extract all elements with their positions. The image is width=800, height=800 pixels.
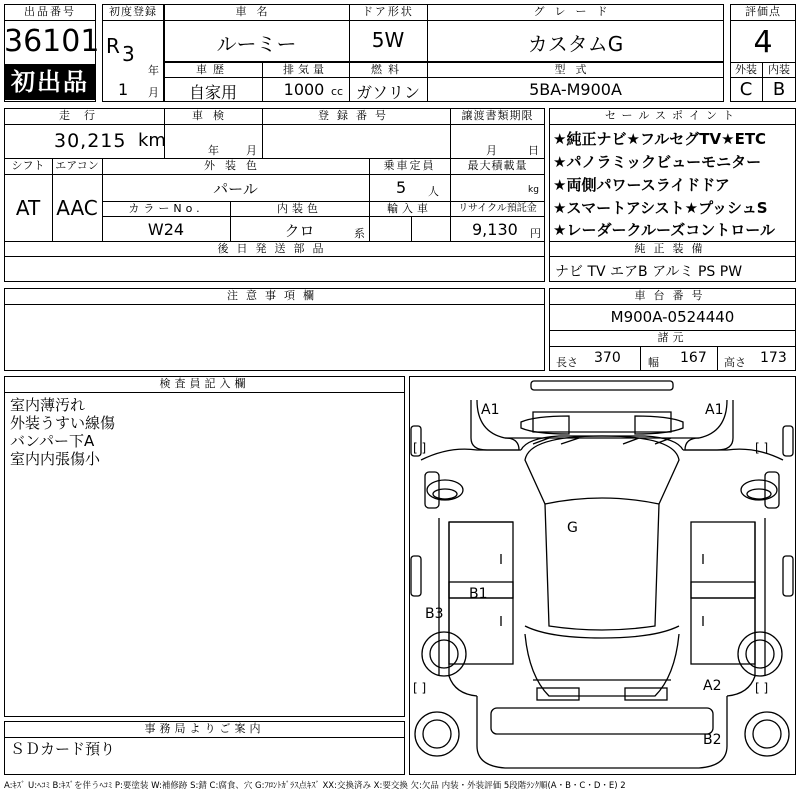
transfer-day-unit: 日	[528, 144, 539, 157]
interior-color-value: クロ	[284, 222, 315, 240]
lot-number: 36101	[4, 24, 100, 59]
displacement-unit: cc	[331, 85, 344, 98]
exterior-grade: C	[739, 79, 753, 100]
registration-label: 初度登録	[109, 5, 157, 18]
score-value: 4	[753, 25, 773, 60]
color-number-value: W24	[147, 220, 185, 239]
registration-year: 3	[122, 42, 135, 66]
shift-value: AT	[15, 196, 41, 220]
height-value: 173	[760, 350, 787, 366]
inspector-label: 検査員記入欄	[159, 377, 250, 390]
capacity-value: 5	[396, 178, 407, 197]
fuel-value: ガソリン	[355, 83, 420, 102]
width-value: 167	[680, 350, 707, 366]
recycle-unit: 円	[530, 227, 541, 240]
car-diagram	[409, 376, 796, 775]
first-listing-badge: 初出品	[4, 64, 96, 100]
damage-mark: A2	[703, 678, 722, 694]
damage-mark: A1	[705, 402, 724, 418]
sales-point-item: ★純正ナビ★フルセグTV★ETC	[553, 130, 767, 148]
chassis-label: 車台番号	[634, 289, 711, 302]
sales-point-item: ★両側パワースライドドア	[553, 176, 730, 194]
width-label: 幅	[648, 356, 659, 369]
recycle-value: 9,130	[472, 220, 518, 239]
shift-label: シフト	[11, 159, 45, 172]
inspector-note: 室内薄汚れ	[10, 396, 86, 414]
interior-color-label: 内装色	[277, 202, 322, 215]
displacement-label: 排気量	[283, 63, 328, 76]
door-label: ドア形状	[362, 5, 414, 18]
sales-points-label: セールスポイント	[604, 109, 740, 122]
ac-label: エアコン	[55, 159, 99, 172]
chassis-number: M900A-0524440	[610, 308, 735, 326]
registration-month: 1	[118, 80, 129, 99]
office-label: 事務局よりご案内	[144, 722, 265, 735]
inspector-note: バンパー下A	[10, 432, 95, 450]
grade-value: カスタムG	[527, 32, 624, 56]
later-parts-label: 後日発送部品	[217, 242, 332, 255]
exterior-color-value: パール	[213, 180, 258, 198]
sales-point-item: ★スマートアシスト★プッシュS	[553, 199, 768, 217]
interior-grade: B	[772, 79, 786, 100]
displacement-value: 1000	[283, 80, 325, 99]
transfer-month-unit: 月	[486, 144, 497, 157]
max-load-unit: kg	[528, 185, 539, 195]
car-name: ルーミー	[216, 32, 297, 56]
damage-mark: B1	[469, 586, 488, 602]
exterior-color-label: 外装色	[204, 159, 267, 172]
sales-point-item: ★パノラミックビューモニター	[553, 153, 762, 171]
damage-mark: A1	[481, 402, 500, 418]
exterior-label: 外装	[735, 63, 757, 76]
door-type: 5W	[371, 28, 405, 52]
bracket-mark: [ ]	[413, 441, 427, 455]
inspector-note: 外装うすい線傷	[10, 414, 116, 432]
damage-mark: B3	[425, 606, 444, 622]
inspection-year-unit: 年	[208, 144, 219, 157]
color-number-label: カラーNo.	[128, 202, 204, 215]
transfer-label: 譲渡書類期限	[461, 109, 534, 122]
name-label: 車名	[235, 5, 278, 18]
interior-color-unit: 系	[354, 227, 365, 240]
month-unit: 月	[148, 86, 159, 99]
registration-era: R	[106, 34, 120, 58]
equipment-value: ナビ TV エアB アルミ PS PW	[555, 264, 743, 280]
damage-mark: B2	[703, 732, 722, 748]
damage-mark: G	[567, 520, 578, 536]
mileage-unit: km	[138, 130, 166, 151]
import-label: 輸入車	[387, 202, 432, 215]
plate-label: 登録番号	[318, 109, 394, 122]
legend-footer: A:ｷｽﾞ U:ﾍｺﾐ B:ｷｽﾞを伴うﾍｺﾐ P:要塗装 W:補修跡 S:錆 C:腐食、穴 G:ﾌﾛﾝﾄｶﾞﾗｽ点ｷｽﾞ XX:交換済み X:要交換 欠:欠品 内装・外装評価 5段階ﾗﾝｸ順(A・B・C・D・E) 2	[4, 781, 626, 791]
ac-value: AAC	[56, 196, 98, 220]
sales-point-item: ★レーダークルーズコントロール	[553, 221, 775, 239]
mileage-label: 走行	[59, 109, 109, 122]
bracket-mark: [ ]	[413, 681, 427, 695]
dimensions-label: 諸元	[657, 331, 688, 344]
lot-label: 出品番号	[24, 5, 76, 18]
fuel-label: 燃料	[371, 63, 405, 76]
mileage-value: 30,215	[54, 130, 127, 152]
model-value: 5BA-M900A	[529, 80, 622, 99]
score-label: 評価点	[745, 5, 781, 18]
history-label: 車歴	[196, 63, 230, 76]
history-value: 自家用	[188, 83, 237, 102]
bracket-mark: [ ]	[755, 441, 769, 455]
inspection-label: 車検	[192, 109, 234, 122]
notes-label: 注意事項欄	[227, 289, 322, 302]
max-load-label: 最大積載量	[467, 159, 528, 172]
bracket-mark: [ ]	[755, 681, 769, 695]
grade-label: グレード	[533, 5, 618, 18]
capacity-unit: 人	[428, 185, 439, 198]
equipment-label: 純正装備	[634, 242, 711, 255]
height-label: 高さ	[724, 356, 746, 369]
capacity-label: 乗車定員	[383, 159, 436, 172]
inspector-note: 室内内張傷小	[10, 450, 101, 468]
length-label: 長さ	[556, 356, 578, 369]
year-unit: 年	[148, 64, 159, 77]
inspection-month-unit: 月	[246, 144, 257, 157]
interior-label: 内装	[768, 63, 790, 76]
length-value: 370	[594, 350, 621, 366]
office-note: ＳＤカード預り	[10, 740, 116, 758]
recycle-label: リサイクル預託金	[458, 203, 537, 214]
model-label: 型式	[554, 63, 597, 76]
